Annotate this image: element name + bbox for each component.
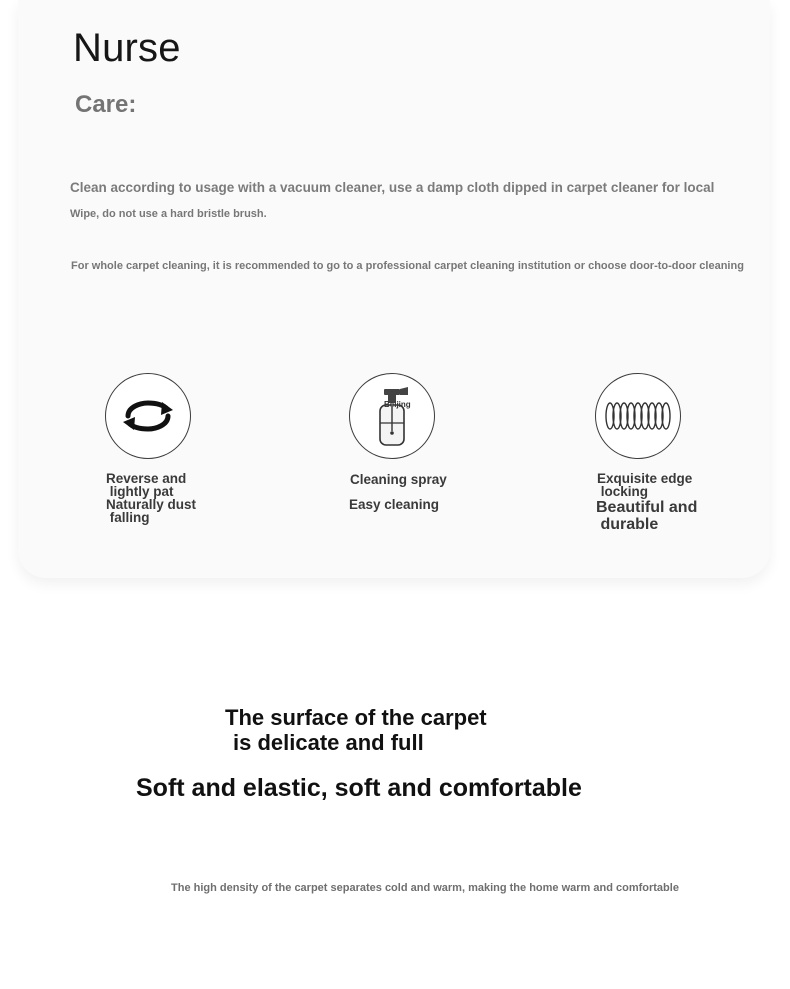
feature-reverse-pat [105,373,191,459]
feature-2-line-2: Easy cleaning [349,497,440,512]
feature-3-line-1: Exquisite edge [597,471,693,486]
rotate-arrows-icon [105,373,191,459]
feature-1-line-1: Reverse and [106,471,187,486]
spray-icon-label: Beijing [384,400,411,409]
care-card [18,0,770,578]
surface-footnote: The high density of the carpet separates cold and warm, making the home warm and comfortable [171,882,679,894]
feature-edge-locking [595,373,681,459]
section-title: Nurse [73,26,181,70]
surface-headline-line-1: The surface of the carpet [225,705,487,730]
coil-edge-icon [595,373,681,459]
feature-cleaning-spray [349,373,435,459]
surface-headline-line-2: is delicate and full [233,730,424,755]
feature-1-line-3: Naturally dust [106,497,197,512]
feature-3-line-4: durable [596,516,659,533]
care-instruction-1: Clean according to usage with a vacuum cleaner, use a damp cloth dipped in carpet cleaner for local [70,180,715,195]
spray-bottle-icon [349,373,435,459]
feature-3-line-3: Beautiful and [596,499,698,516]
feature-1-line-2: lightly pat [106,484,174,499]
feature-3-line-2: locking [597,484,649,499]
feature-2-line-1: Cleaning spray [350,472,447,487]
care-instruction-3: For whole carpet cleaning, it is recommended to go to a professional carpet cleaning institution or choose door-to-door cleaning [71,260,744,272]
care-instruction-2: Wipe, do not use a hard bristle brush. [70,208,267,220]
surface-headline-2: Soft and elastic, soft and comfortable [136,774,582,802]
feature-1-line-4: falling [106,510,150,525]
section-subtitle: Care: [75,91,137,118]
